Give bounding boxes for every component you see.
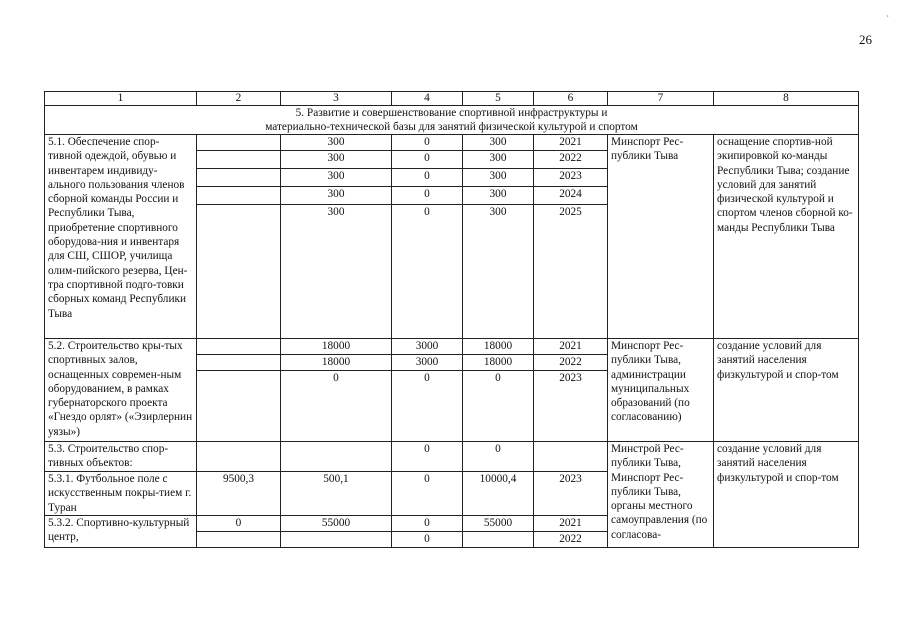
cell: 300 [281,151,392,169]
cell [197,371,281,442]
table-row [45,339,859,355]
cell: 300 [463,169,534,187]
cell: 18000 [463,355,534,371]
cell: 300 [463,205,534,339]
result: создание условий для занятий населения физкультурой и спор-том [714,442,859,548]
cell: 55000 [281,516,392,532]
cell: 0 [281,371,392,442]
executor: Минспорт Рес-публики Тыва [608,135,714,339]
cell: 0 [392,151,463,169]
section-title-line: 5. Развитие и совершенствование спортивной инфраструктуры и [295,107,608,119]
cell: 2025 [534,205,608,339]
cell [197,169,281,187]
cell: 2023 [534,472,608,516]
cell: 0 [392,371,463,442]
item-name: 5.1. Обеспечение спор-тивной одеждой, обувью и инвентарем индивиду-ального пользования членов сборной команды России и Республики Тыва, приобретение спортивного оборудова-ния и инвентаря для СШ, СШОР, училища олим-пийского резерва, Цен-тра спортивной подго-товки сборных команд Республики Тыва [45,135,197,339]
cell: 10000,4 [463,472,534,516]
scan-mark: ` [886,14,889,24]
cell: 9500,3 [197,472,281,516]
header-cell: 6 [534,92,608,106]
cell [534,442,608,472]
table-row [45,442,859,472]
table-row [45,135,859,151]
cell: 2024 [534,187,608,205]
cell: 2021 [534,339,608,355]
cell: 0 [463,371,534,442]
cell: 2022 [534,355,608,371]
cell: 2021 [534,516,608,532]
section-title-line: материально-технической базы для занятий физической культурой и спортом [265,121,638,133]
cell [197,205,281,339]
section-title [45,106,859,135]
header-cell: 4 [392,92,463,106]
cell: 0 [392,205,463,339]
header-cell: 8 [714,92,859,106]
cell: 300 [281,205,392,339]
cell [197,187,281,205]
cell: 0 [392,169,463,187]
cell: 300 [281,135,392,151]
result: оснащение спортив-ной экипировкой ко-манды Республики Тыва; создание условий для занятий физической культурой и спортом членов сборной ко-манды Республики Тыва [714,135,859,339]
cell: 0 [392,135,463,151]
executor: Минстрой Рес-публики Тыва, Минспорт Рес-публики Тыва, органы местного самоуправления (по согласова- [608,442,714,548]
item-name: 5.3.1. Футбольное поле с искусственным покры-тием г. Туран [45,472,197,516]
cell: 0 [197,516,281,532]
cell: 3000 [392,339,463,355]
header-cell: 1 [45,92,197,106]
cell [281,442,392,472]
cell: 0 [392,187,463,205]
result: создание условий для занятий населения физкультурой и спор-том [714,339,859,442]
section-row [45,106,859,135]
cell: 300 [463,135,534,151]
cell: 18000 [281,355,392,371]
program-table [44,91,859,548]
cell: 0 [392,472,463,516]
header-cell: 5 [463,92,534,106]
cell: 2023 [534,169,608,187]
cell [197,135,281,151]
cell: 0 [463,442,534,472]
cell: 300 [463,187,534,205]
cell [197,442,281,472]
header-cell: 7 [608,92,714,106]
page-number: 26 [859,32,872,47]
item-name: 5.2. Строительство кры-тых спортивных залов, оснащенных современ-ным оборудованием, в рамках губернаторского проекта «Гнездо орлят» («Эзирлернин уязы») [45,339,197,442]
cell: 500,1 [281,472,392,516]
cell: 3000 [392,355,463,371]
header-row [45,92,859,106]
executor: Минспорт Рес-публики Тыва, администрации муниципальных образований (по согласованию) [608,339,714,442]
cell: 2021 [534,135,608,151]
header-cell: 3 [281,92,392,106]
cell [197,355,281,371]
cell: 2023 [534,371,608,442]
cell: 300 [281,169,392,187]
cell: 0 [392,516,463,532]
cell: 2022 [534,532,608,548]
cell [197,151,281,169]
cell: 55000 [463,516,534,532]
cell: 300 [281,187,392,205]
item-name: 5.3. Строительство спор-тивных объектов: [45,442,197,472]
cell: 0 [392,442,463,472]
item-name: 5.3.2. Спортивно-культурный центр, [45,516,197,548]
cell: 0 [392,532,463,548]
cell: 300 [463,151,534,169]
cell: 18000 [463,339,534,355]
cell [281,532,392,548]
cell: 2022 [534,151,608,169]
cell: 18000 [281,339,392,355]
header-cell: 2 [197,92,281,106]
cell [463,532,534,548]
cell [197,339,281,355]
cell [197,532,281,548]
